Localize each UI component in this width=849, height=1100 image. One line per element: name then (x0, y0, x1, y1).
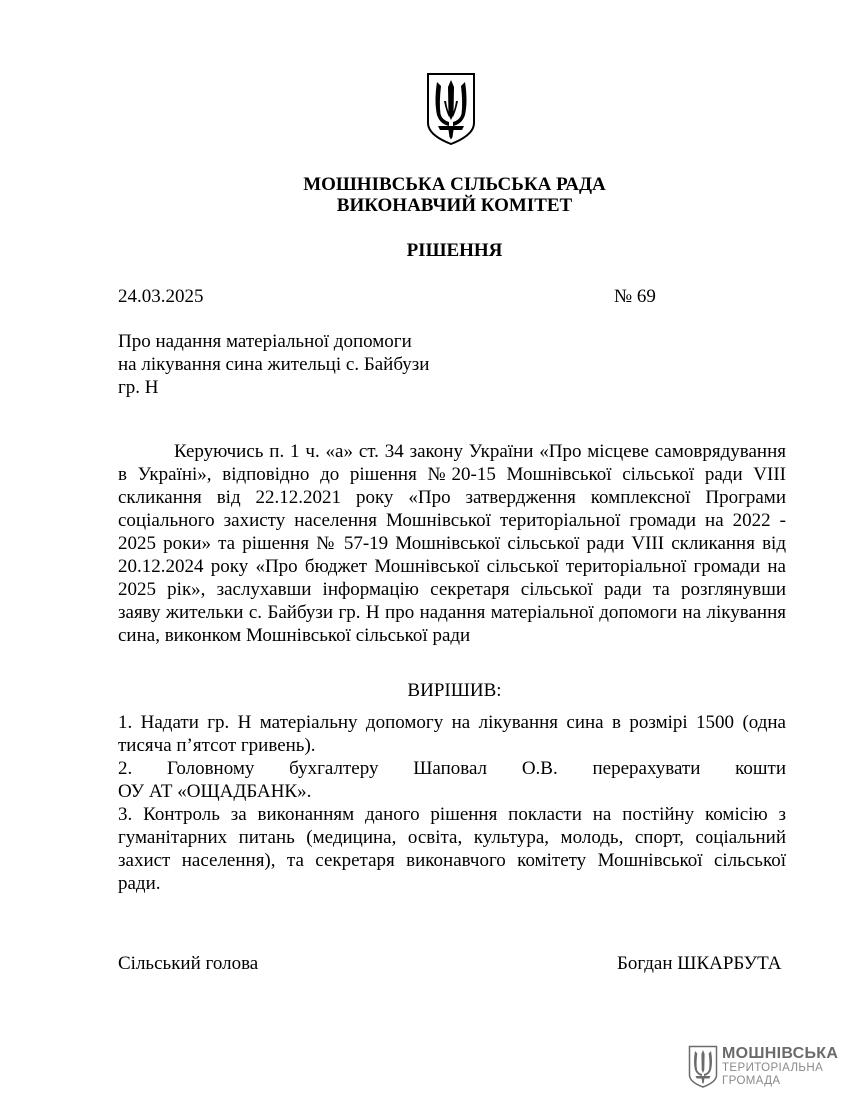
signature-name: Богдан ШКАРБУТА (617, 953, 782, 974)
preamble-line: соціального захисту населення Мошнівської територіальної громади на 2022 - (118, 510, 786, 531)
preamble-line: 20.12.2024 року «Про бюджет Мошнівської сільської територіальної громади на (118, 556, 786, 577)
logo-text (722, 1046, 838, 1088)
preamble-line: в Україні», відповідно до рішення №20-15 Мошнівської сільської ради VIII (118, 464, 786, 485)
subject-line: гр. Н (118, 377, 159, 398)
logo-line-community: МОШНІВСЬКА (722, 1045, 839, 1062)
logo-line-hromada: ГРОМАДА (722, 1075, 781, 1087)
decision-item-line: 3. Контроль за виконанням даного рішення покласти на постійну комісію з (118, 804, 786, 825)
preamble-line: сина, виконком Мошнівської сільської ради (118, 625, 471, 646)
document-type: РІШЕННЯ (406, 240, 503, 261)
decision-item-line: 2. Головному бухгалтеру Шаповал О.В. перерахувати кошти (118, 758, 786, 779)
subject-line: Про надання матеріальної допомоги (118, 331, 412, 352)
preamble-paragraph (118, 440, 786, 647)
preamble-line: 2025 рік», заслухавши інформацію секретаря сільської ради та розглянувши (118, 579, 786, 600)
decision-item-line: захист населення), та секретаря виконавчого комітету Мошнівської сільської (118, 850, 786, 871)
document-subject (118, 330, 429, 399)
resolved-heading: ВИРІШИВ: (407, 680, 502, 701)
decision-item-line: 1. Надати гр. Н матеріальну допомогу на лікування сина в розмірі 1500 (одна (118, 712, 786, 733)
decision-items (118, 711, 786, 895)
preamble-line: заяву жительки с. Байбузи гр. Н про надання матеріальної допомоги на лікування (118, 602, 786, 623)
decision-item-line: ОУ АТ «ОЩАДБАНК». (118, 781, 312, 802)
committee-name: ВИКОНАВЧИЙ КОМІТЕТ (336, 195, 573, 216)
trident-logo-icon (688, 1045, 718, 1089)
preamble-line: скликання від 22.12.2021 року «Про затвердження комплексної Програми (118, 487, 786, 508)
signature-title: Сільський голова (118, 953, 259, 974)
community-logo (688, 1045, 838, 1091)
decision-item-line: тисяча п’ятсот гривень). (118, 735, 316, 756)
logo-line-territorial: ТЕРИТОРІАЛЬНА (722, 1062, 824, 1074)
subject-line: на лікування сина жительці с. Байбузи (118, 354, 430, 375)
document-number: № 69 (614, 286, 656, 307)
trident-coat-of-arms-icon (425, 71, 477, 147)
document-date: 24.03.2025 (118, 286, 204, 307)
preamble-line: Керуючись п. 1 ч. «а» ст. 34 закону України «Про місцеве самоврядування (174, 441, 786, 462)
council-name: МОШНІВСЬКА СІЛЬСЬКА РАДА (303, 174, 606, 195)
decision-item-line: ради. (118, 873, 161, 894)
decision-item-line: гуманітарних питань (медицина, освіта, культура, молодь, спорт, соціальний (118, 827, 786, 848)
preamble-line: 2025 роки» та рішення № 57-19 Мошнівської сільської ради VIII скликання від (118, 533, 786, 554)
